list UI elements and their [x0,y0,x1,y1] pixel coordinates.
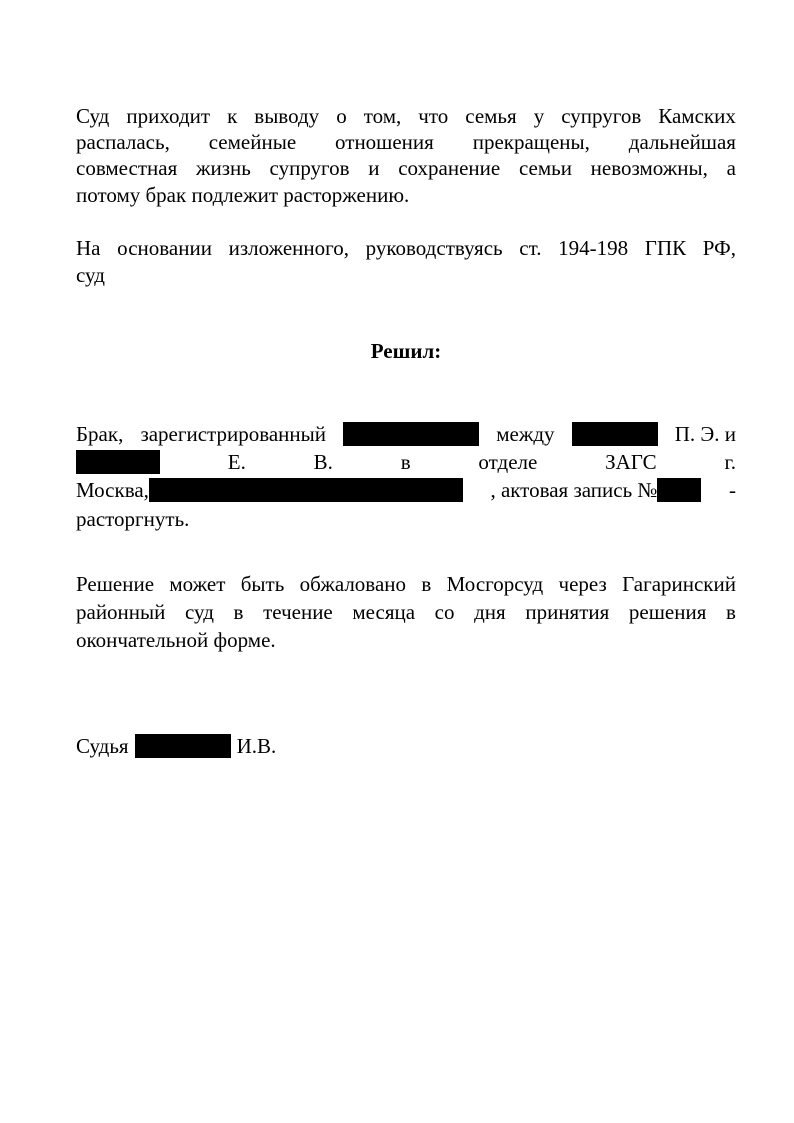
paragraph-1-line-3: совместная жизнь супругов и сохранение семьи невозможны, а [76,156,736,180]
paragraph-1-line-2: распалась, семейные отношения прекращены, дальнейшая [76,130,736,154]
paragraph-3-line-1: Решение может быть обжаловано в Мосгорсуд через Гагаринский [76,572,736,596]
judge-signature: Судья И.В. [76,734,277,758]
paragraph-1-line-4: потому брак подлежит расторжению. [76,183,410,207]
redacted-record-number [657,478,701,502]
decision-line-2: Е. В. в отделе ЗАГС г. [76,447,736,477]
decision-line-4: расторгнуть. [76,507,190,531]
paragraph-3-line-2: районный суд в течение месяца со дня принятия решения в [76,600,736,624]
paragraph-1-line-1: Суд приходит к выводу о том, что семья у супругов Камских [76,104,736,128]
paragraph-2-line-2: суд [76,263,105,287]
redacted-registry-office [149,478,463,502]
decision-heading: Решил: [370,339,442,363]
redacted-judge-surname [135,734,231,758]
redacted-registration-date [343,422,479,446]
paragraph-2-line-1: На основании изложенного, руководствуясь ст. 194-198 ГПК РФ, [76,236,736,260]
redacted-husband-surname [572,422,658,446]
redacted-wife-surname [76,450,160,474]
decision-line-3: Москва, , актовая запись № - [76,478,736,502]
decision-line-1: Брак, зарегистрированный между П. Э. и [76,422,736,446]
paragraph-3-line-3: окончательной форме. [76,628,276,652]
